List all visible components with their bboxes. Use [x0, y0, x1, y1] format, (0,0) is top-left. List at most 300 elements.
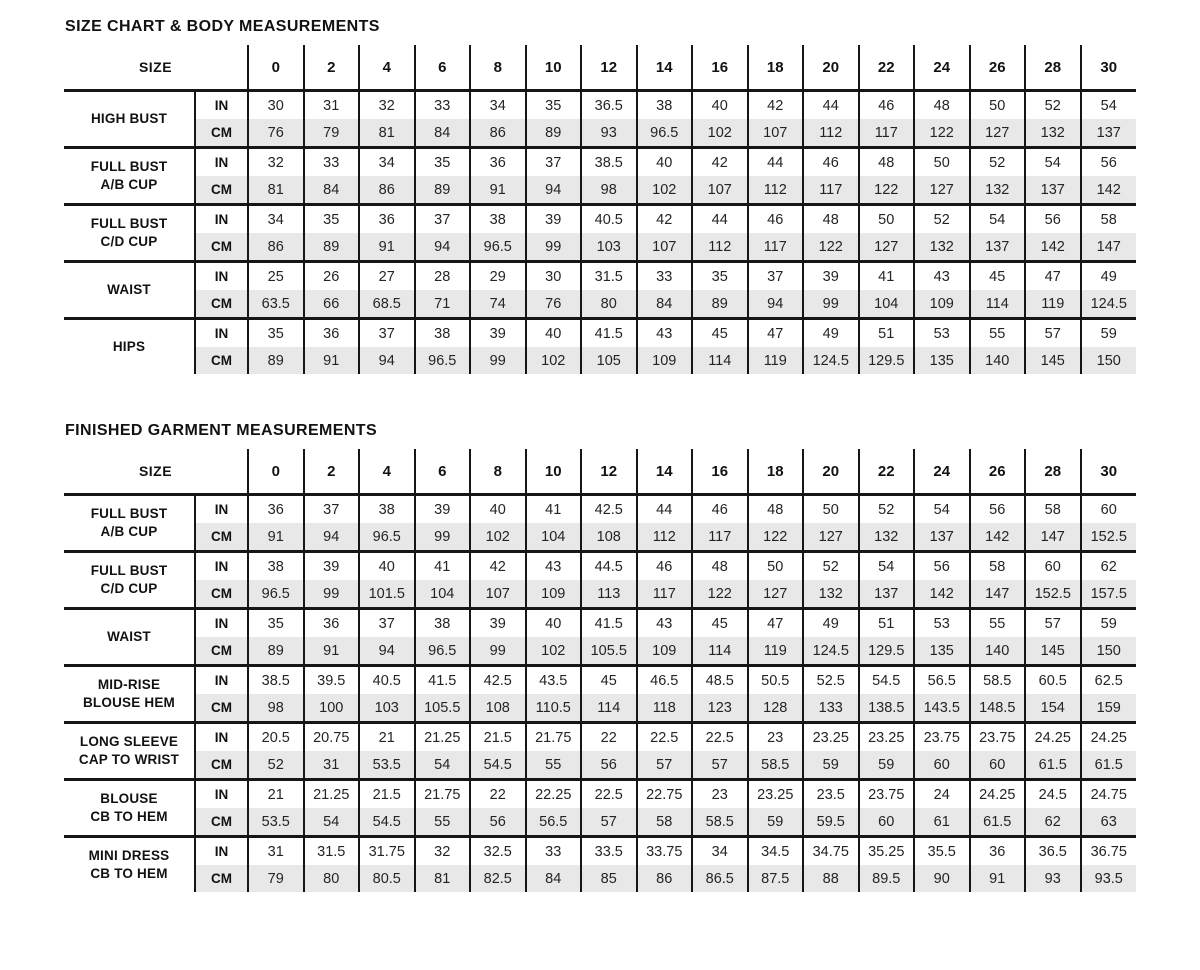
value-cell-cm: 31 [304, 751, 360, 780]
size-column-header: 8 [470, 449, 526, 495]
measurement-label-line: FULL BUST [90, 216, 168, 232]
value-cell-cm: 159 [1081, 694, 1137, 723]
value-cell-in: 41 [526, 495, 582, 524]
value-cell-in: 44 [637, 495, 693, 524]
value-cell-in: 53 [914, 609, 970, 638]
value-cell-cm: 86 [248, 233, 304, 262]
value-cell-in: 52 [803, 552, 859, 581]
value-cell-cm: 60 [914, 751, 970, 780]
value-cell-in: 22.75 [637, 780, 693, 809]
value-cell-in: 47 [748, 319, 804, 348]
value-cell-in: 21.5 [470, 723, 526, 752]
value-cell-cm: 84 [526, 865, 582, 892]
value-cell-cm: 117 [692, 523, 748, 552]
value-cell-cm: 104 [415, 580, 471, 609]
value-cell-cm: 57 [581, 808, 637, 837]
measurement-label-line: C/D CUP [100, 234, 158, 249]
unit-label-cm: CM [195, 233, 248, 262]
unit-label-in: IN [195, 205, 248, 234]
value-cell-in: 21.25 [304, 780, 360, 809]
value-cell-cm: 82.5 [470, 865, 526, 892]
value-cell-in: 62.5 [1081, 666, 1137, 695]
value-cell-cm: 135 [914, 637, 970, 666]
measurement-label-line: CB TO HEM [90, 809, 168, 824]
value-cell-in: 32.5 [470, 837, 526, 866]
value-cell-cm: 109 [637, 637, 693, 666]
measurement-row-in [64, 262, 1136, 291]
unit-label-in: IN [195, 666, 248, 695]
measurement-row-cm [64, 176, 1136, 205]
measurement-row-cm [64, 808, 1136, 837]
value-cell-in: 36 [304, 319, 360, 348]
measurement-row-cm [64, 290, 1136, 319]
value-cell-cm: 61 [914, 808, 970, 837]
value-cell-cm: 79 [248, 865, 304, 892]
size-column-header: 28 [1025, 449, 1081, 495]
value-cell-in: 31 [304, 91, 360, 120]
value-cell-in: 48 [859, 148, 915, 177]
value-cell-in: 45 [692, 609, 748, 638]
value-cell-cm: 94 [304, 523, 360, 552]
measurement-label-line: WAIST [107, 629, 151, 645]
value-cell-cm: 114 [581, 694, 637, 723]
measurement-label-line: LONG SLEEVE [79, 734, 179, 750]
size-column-header: 26 [970, 45, 1026, 91]
value-cell-in: 33 [526, 837, 582, 866]
value-cell-in: 51 [859, 609, 915, 638]
value-cell-in: 30 [526, 262, 582, 291]
value-cell-cm: 53.5 [248, 808, 304, 837]
value-cell-cm: 133 [803, 694, 859, 723]
value-cell-cm: 109 [914, 290, 970, 319]
measurement-row-cm [64, 751, 1136, 780]
value-cell-cm: 119 [748, 637, 804, 666]
value-cell-in: 37 [748, 262, 804, 291]
value-cell-cm: 55 [526, 751, 582, 780]
value-cell-in: 34 [692, 837, 748, 866]
unit-label-cm: CM [195, 176, 248, 205]
garment-measurements-title: FINISHED GARMENT MEASUREMENTS [65, 422, 378, 439]
size-column-header: 10 [526, 449, 582, 495]
unit-label-in: IN [195, 319, 248, 348]
value-cell-in: 58 [1081, 205, 1137, 234]
measurement-row-in [64, 666, 1136, 695]
value-cell-cm: 147 [970, 580, 1026, 609]
value-cell-cm: 76 [248, 119, 304, 148]
value-cell-in: 24 [914, 780, 970, 809]
value-cell-in: 41 [415, 552, 471, 581]
value-cell-cm: 52 [248, 751, 304, 780]
value-cell-cm: 109 [637, 347, 693, 374]
value-cell-cm: 56 [470, 808, 526, 837]
value-cell-cm: 60 [970, 751, 1026, 780]
value-cell-in: 36 [248, 495, 304, 524]
size-column-header: 20 [803, 449, 859, 495]
value-cell-cm: 89 [248, 347, 304, 374]
value-cell-in: 24.75 [1081, 780, 1137, 809]
value-cell-cm: 59 [803, 751, 859, 780]
value-cell-in: 33 [415, 91, 471, 120]
unit-label-in: IN [195, 262, 248, 291]
value-cell-cm: 152.5 [1081, 523, 1137, 552]
value-cell-in: 52 [970, 148, 1026, 177]
value-cell-cm: 137 [914, 523, 970, 552]
value-cell-cm: 137 [1081, 119, 1137, 148]
size-column-header: 30 [1081, 45, 1137, 91]
value-cell-in: 35.25 [859, 837, 915, 866]
value-cell-cm: 135 [914, 347, 970, 374]
unit-label-cm: CM [195, 523, 248, 552]
value-cell-in: 41.5 [415, 666, 471, 695]
unit-label-cm: CM [195, 119, 248, 148]
value-cell-cm: 123 [692, 694, 748, 723]
value-cell-cm: 89 [415, 176, 471, 205]
value-cell-cm: 119 [1025, 290, 1081, 319]
value-cell-in: 54 [970, 205, 1026, 234]
value-cell-in: 23.5 [803, 780, 859, 809]
value-cell-cm: 132 [970, 176, 1026, 205]
value-cell-in: 50 [970, 91, 1026, 120]
value-cell-cm: 86.5 [692, 865, 748, 892]
value-cell-cm: 102 [692, 119, 748, 148]
measurement-row-in [64, 837, 1136, 866]
value-cell-cm: 128 [748, 694, 804, 723]
value-cell-in: 50 [914, 148, 970, 177]
value-cell-cm: 101.5 [359, 580, 415, 609]
value-cell-cm: 114 [970, 290, 1026, 319]
measurement-label-line: MINI DRESS [88, 848, 170, 864]
value-cell-cm: 90 [914, 865, 970, 892]
unit-label-in: IN [195, 148, 248, 177]
value-cell-cm: 122 [748, 523, 804, 552]
body-measurements-section [64, 18, 1137, 374]
value-cell-cm: 71 [415, 290, 471, 319]
value-cell-in: 40 [526, 609, 582, 638]
value-cell-in: 36 [359, 205, 415, 234]
value-cell-in: 48 [692, 552, 748, 581]
value-cell-in: 20.75 [304, 723, 360, 752]
value-cell-in: 31.75 [359, 837, 415, 866]
value-cell-cm: 110.5 [526, 694, 582, 723]
value-cell-in: 32 [248, 148, 304, 177]
value-cell-in: 45 [692, 319, 748, 348]
value-cell-in: 23.75 [970, 723, 1026, 752]
value-cell-in: 49 [803, 319, 859, 348]
value-cell-cm: 142 [1025, 233, 1081, 262]
value-cell-cm: 107 [470, 580, 526, 609]
value-cell-cm: 142 [1081, 176, 1137, 205]
value-cell-cm: 137 [1025, 176, 1081, 205]
size-column-header: 6 [415, 45, 471, 91]
value-cell-in: 23.75 [914, 723, 970, 752]
value-cell-in: 56 [1081, 148, 1137, 177]
measurement-label-line: FULL BUST [90, 563, 168, 579]
value-cell-in: 39 [415, 495, 471, 524]
value-cell-in: 34 [359, 148, 415, 177]
value-cell-cm: 96.5 [470, 233, 526, 262]
value-cell-in: 43 [637, 609, 693, 638]
value-cell-in: 52 [859, 495, 915, 524]
measurement-label-line: BLOUSE HEM [82, 695, 175, 710]
measurement-label [64, 262, 195, 319]
value-cell-in: 40 [526, 319, 582, 348]
unit-label-cm: CM [195, 865, 248, 892]
value-cell-in: 36 [304, 609, 360, 638]
value-cell-in: 35 [415, 148, 471, 177]
size-column-header: 12 [581, 45, 637, 91]
value-cell-in: 42.5 [470, 666, 526, 695]
value-cell-cm: 103 [581, 233, 637, 262]
value-cell-cm: 118 [637, 694, 693, 723]
value-cell-cm: 60 [859, 808, 915, 837]
value-cell-cm: 89 [526, 119, 582, 148]
value-cell-cm: 94 [359, 637, 415, 666]
measurement-row-cm [64, 694, 1136, 723]
value-cell-in: 32 [359, 91, 415, 120]
value-cell-in: 33.5 [581, 837, 637, 866]
size-header-label: SIZE [64, 449, 248, 495]
value-cell-in: 24.25 [970, 780, 1026, 809]
value-cell-cm: 147 [1081, 233, 1137, 262]
measurement-label-line: HIPS [112, 339, 146, 355]
value-cell-cm: 86 [359, 176, 415, 205]
value-cell-cm: 62 [1025, 808, 1081, 837]
value-cell-cm: 140 [970, 637, 1026, 666]
size-column-header: 6 [415, 449, 471, 495]
value-cell-cm: 81 [415, 865, 471, 892]
value-cell-in: 34.5 [748, 837, 804, 866]
size-column-header: 0 [248, 45, 304, 91]
value-cell-in: 54 [1081, 91, 1137, 120]
value-cell-in: 46 [748, 205, 804, 234]
value-cell-cm: 107 [692, 176, 748, 205]
value-cell-cm: 81 [359, 119, 415, 148]
value-cell-cm: 127 [748, 580, 804, 609]
value-cell-in: 24.5 [1025, 780, 1081, 809]
value-cell-cm: 112 [748, 176, 804, 205]
value-cell-cm: 124.5 [803, 347, 859, 374]
value-cell-in: 45 [970, 262, 1026, 291]
value-cell-cm: 96.5 [415, 637, 471, 666]
value-cell-in: 59 [1081, 609, 1137, 638]
value-cell-in: 36 [470, 148, 526, 177]
size-column-header: 16 [692, 449, 748, 495]
value-cell-cm: 137 [859, 580, 915, 609]
value-cell-in: 56 [1025, 205, 1081, 234]
value-cell-cm: 91 [248, 523, 304, 552]
value-cell-cm: 58.5 [692, 808, 748, 837]
value-cell-cm: 148.5 [970, 694, 1026, 723]
unit-label-cm: CM [195, 347, 248, 374]
value-cell-in: 38 [248, 552, 304, 581]
value-cell-cm: 109 [526, 580, 582, 609]
value-cell-cm: 91 [470, 176, 526, 205]
value-cell-in: 38.5 [581, 148, 637, 177]
size-column-header: 24 [914, 449, 970, 495]
value-cell-in: 50 [803, 495, 859, 524]
value-cell-in: 38 [415, 319, 471, 348]
value-cell-cm: 63.5 [248, 290, 304, 319]
value-cell-cm: 80 [304, 865, 360, 892]
value-cell-in: 43 [914, 262, 970, 291]
value-cell-cm: 105.5 [581, 637, 637, 666]
value-cell-cm: 157.5 [1081, 580, 1137, 609]
value-cell-cm: 89 [248, 637, 304, 666]
value-cell-cm: 145 [1025, 637, 1081, 666]
measurement-label [64, 666, 195, 723]
measurement-label [64, 609, 195, 666]
value-cell-in: 46 [803, 148, 859, 177]
value-cell-cm: 81 [248, 176, 304, 205]
value-cell-cm: 122 [914, 119, 970, 148]
measurement-label-line: FULL BUST [90, 506, 168, 522]
value-cell-cm: 154 [1025, 694, 1081, 723]
value-cell-cm: 129.5 [859, 637, 915, 666]
value-cell-cm: 113 [581, 580, 637, 609]
value-cell-cm: 86 [470, 119, 526, 148]
value-cell-in: 54 [1025, 148, 1081, 177]
unit-label-in: IN [195, 837, 248, 866]
value-cell-in: 38 [470, 205, 526, 234]
value-cell-in: 34.75 [803, 837, 859, 866]
value-cell-cm: 140 [970, 347, 1026, 374]
value-cell-cm: 91 [359, 233, 415, 262]
value-cell-in: 36.5 [581, 91, 637, 120]
measurement-row-cm [64, 233, 1136, 262]
value-cell-in: 60 [1025, 552, 1081, 581]
value-cell-in: 39 [304, 552, 360, 581]
value-cell-in: 35 [526, 91, 582, 120]
value-cell-cm: 132 [803, 580, 859, 609]
unit-label-in: IN [195, 609, 248, 638]
value-cell-cm: 102 [526, 637, 582, 666]
size-column-header: 26 [970, 449, 1026, 495]
value-cell-in: 43 [526, 552, 582, 581]
measurement-row-cm [64, 347, 1136, 374]
measurement-label-line: CAP TO WRIST [78, 752, 180, 767]
measurement-label [64, 837, 195, 893]
measurement-row-in [64, 495, 1136, 524]
value-cell-in: 52.5 [803, 666, 859, 695]
measurement-row-cm [64, 865, 1136, 892]
value-cell-in: 50 [748, 552, 804, 581]
value-cell-cm: 138.5 [859, 694, 915, 723]
measurement-row-in [64, 148, 1136, 177]
value-cell-in: 30 [248, 91, 304, 120]
measurement-row-cm [64, 119, 1136, 148]
value-cell-in: 55 [970, 609, 1026, 638]
value-cell-in: 62 [1081, 552, 1137, 581]
value-cell-cm: 108 [581, 523, 637, 552]
unit-label-cm: CM [195, 637, 248, 666]
body-measurements-title: SIZE CHART & BODY MEASUREMENTS [65, 18, 380, 35]
size-column-header: 18 [748, 45, 804, 91]
value-cell-cm: 122 [692, 580, 748, 609]
value-cell-in: 38 [359, 495, 415, 524]
value-cell-cm: 127 [914, 176, 970, 205]
measurement-label [64, 780, 195, 837]
value-cell-in: 47 [748, 609, 804, 638]
value-cell-in: 44.5 [581, 552, 637, 581]
measurement-row-cm [64, 523, 1136, 552]
value-cell-in: 21.75 [526, 723, 582, 752]
value-cell-in: 39 [803, 262, 859, 291]
size-column-header: 14 [637, 45, 693, 91]
value-cell-cm: 99 [304, 580, 360, 609]
value-cell-cm: 108 [470, 694, 526, 723]
value-cell-cm: 107 [748, 119, 804, 148]
value-cell-in: 37 [415, 205, 471, 234]
unit-label-cm: CM [195, 580, 248, 609]
measurement-label-line: A/B CUP [100, 524, 158, 539]
value-cell-in: 23.25 [859, 723, 915, 752]
value-cell-in: 36.5 [1025, 837, 1081, 866]
value-cell-cm: 127 [970, 119, 1026, 148]
measurement-row-in [64, 205, 1136, 234]
value-cell-cm: 89 [304, 233, 360, 262]
value-cell-cm: 143.5 [914, 694, 970, 723]
value-cell-in: 22.5 [581, 780, 637, 809]
value-cell-in: 54 [859, 552, 915, 581]
value-cell-cm: 132 [859, 523, 915, 552]
body-measurements-table [64, 45, 1136, 374]
value-cell-in: 31.5 [581, 262, 637, 291]
value-cell-in: 56.5 [914, 666, 970, 695]
value-cell-in: 40 [692, 91, 748, 120]
value-cell-in: 58 [970, 552, 1026, 581]
value-cell-in: 21.75 [415, 780, 471, 809]
value-cell-in: 31.5 [304, 837, 360, 866]
value-cell-in: 38 [415, 609, 471, 638]
value-cell-cm: 122 [803, 233, 859, 262]
measurement-row-in [64, 609, 1136, 638]
value-cell-cm: 55 [415, 808, 471, 837]
value-cell-in: 48.5 [692, 666, 748, 695]
value-cell-in: 60.5 [1025, 666, 1081, 695]
value-cell-in: 40 [637, 148, 693, 177]
value-cell-in: 58 [1025, 495, 1081, 524]
value-cell-cm: 124.5 [1081, 290, 1137, 319]
value-cell-in: 20.5 [248, 723, 304, 752]
value-cell-cm: 145 [1025, 347, 1081, 374]
measurement-label [64, 495, 195, 552]
value-cell-in: 40 [470, 495, 526, 524]
value-cell-in: 52 [914, 205, 970, 234]
value-cell-in: 33.75 [637, 837, 693, 866]
value-cell-cm: 117 [803, 176, 859, 205]
value-cell-in: 31 [248, 837, 304, 866]
value-cell-cm: 91 [970, 865, 1026, 892]
unit-label-cm: CM [195, 751, 248, 780]
value-cell-cm: 85 [581, 865, 637, 892]
value-cell-cm: 63 [1081, 808, 1137, 837]
value-cell-in: 43 [637, 319, 693, 348]
value-cell-in: 60 [1081, 495, 1137, 524]
value-cell-cm: 88 [803, 865, 859, 892]
value-cell-in: 41 [859, 262, 915, 291]
value-cell-cm: 117 [859, 119, 915, 148]
value-cell-in: 21.5 [359, 780, 415, 809]
value-cell-in: 39.5 [304, 666, 360, 695]
size-column-header: 12 [581, 449, 637, 495]
measurement-row-cm [64, 580, 1136, 609]
value-cell-in: 36.75 [1081, 837, 1137, 866]
value-cell-in: 48 [748, 495, 804, 524]
value-cell-cm: 100 [304, 694, 360, 723]
value-cell-in: 43.5 [526, 666, 582, 695]
value-cell-cm: 132 [914, 233, 970, 262]
value-cell-in: 42 [470, 552, 526, 581]
